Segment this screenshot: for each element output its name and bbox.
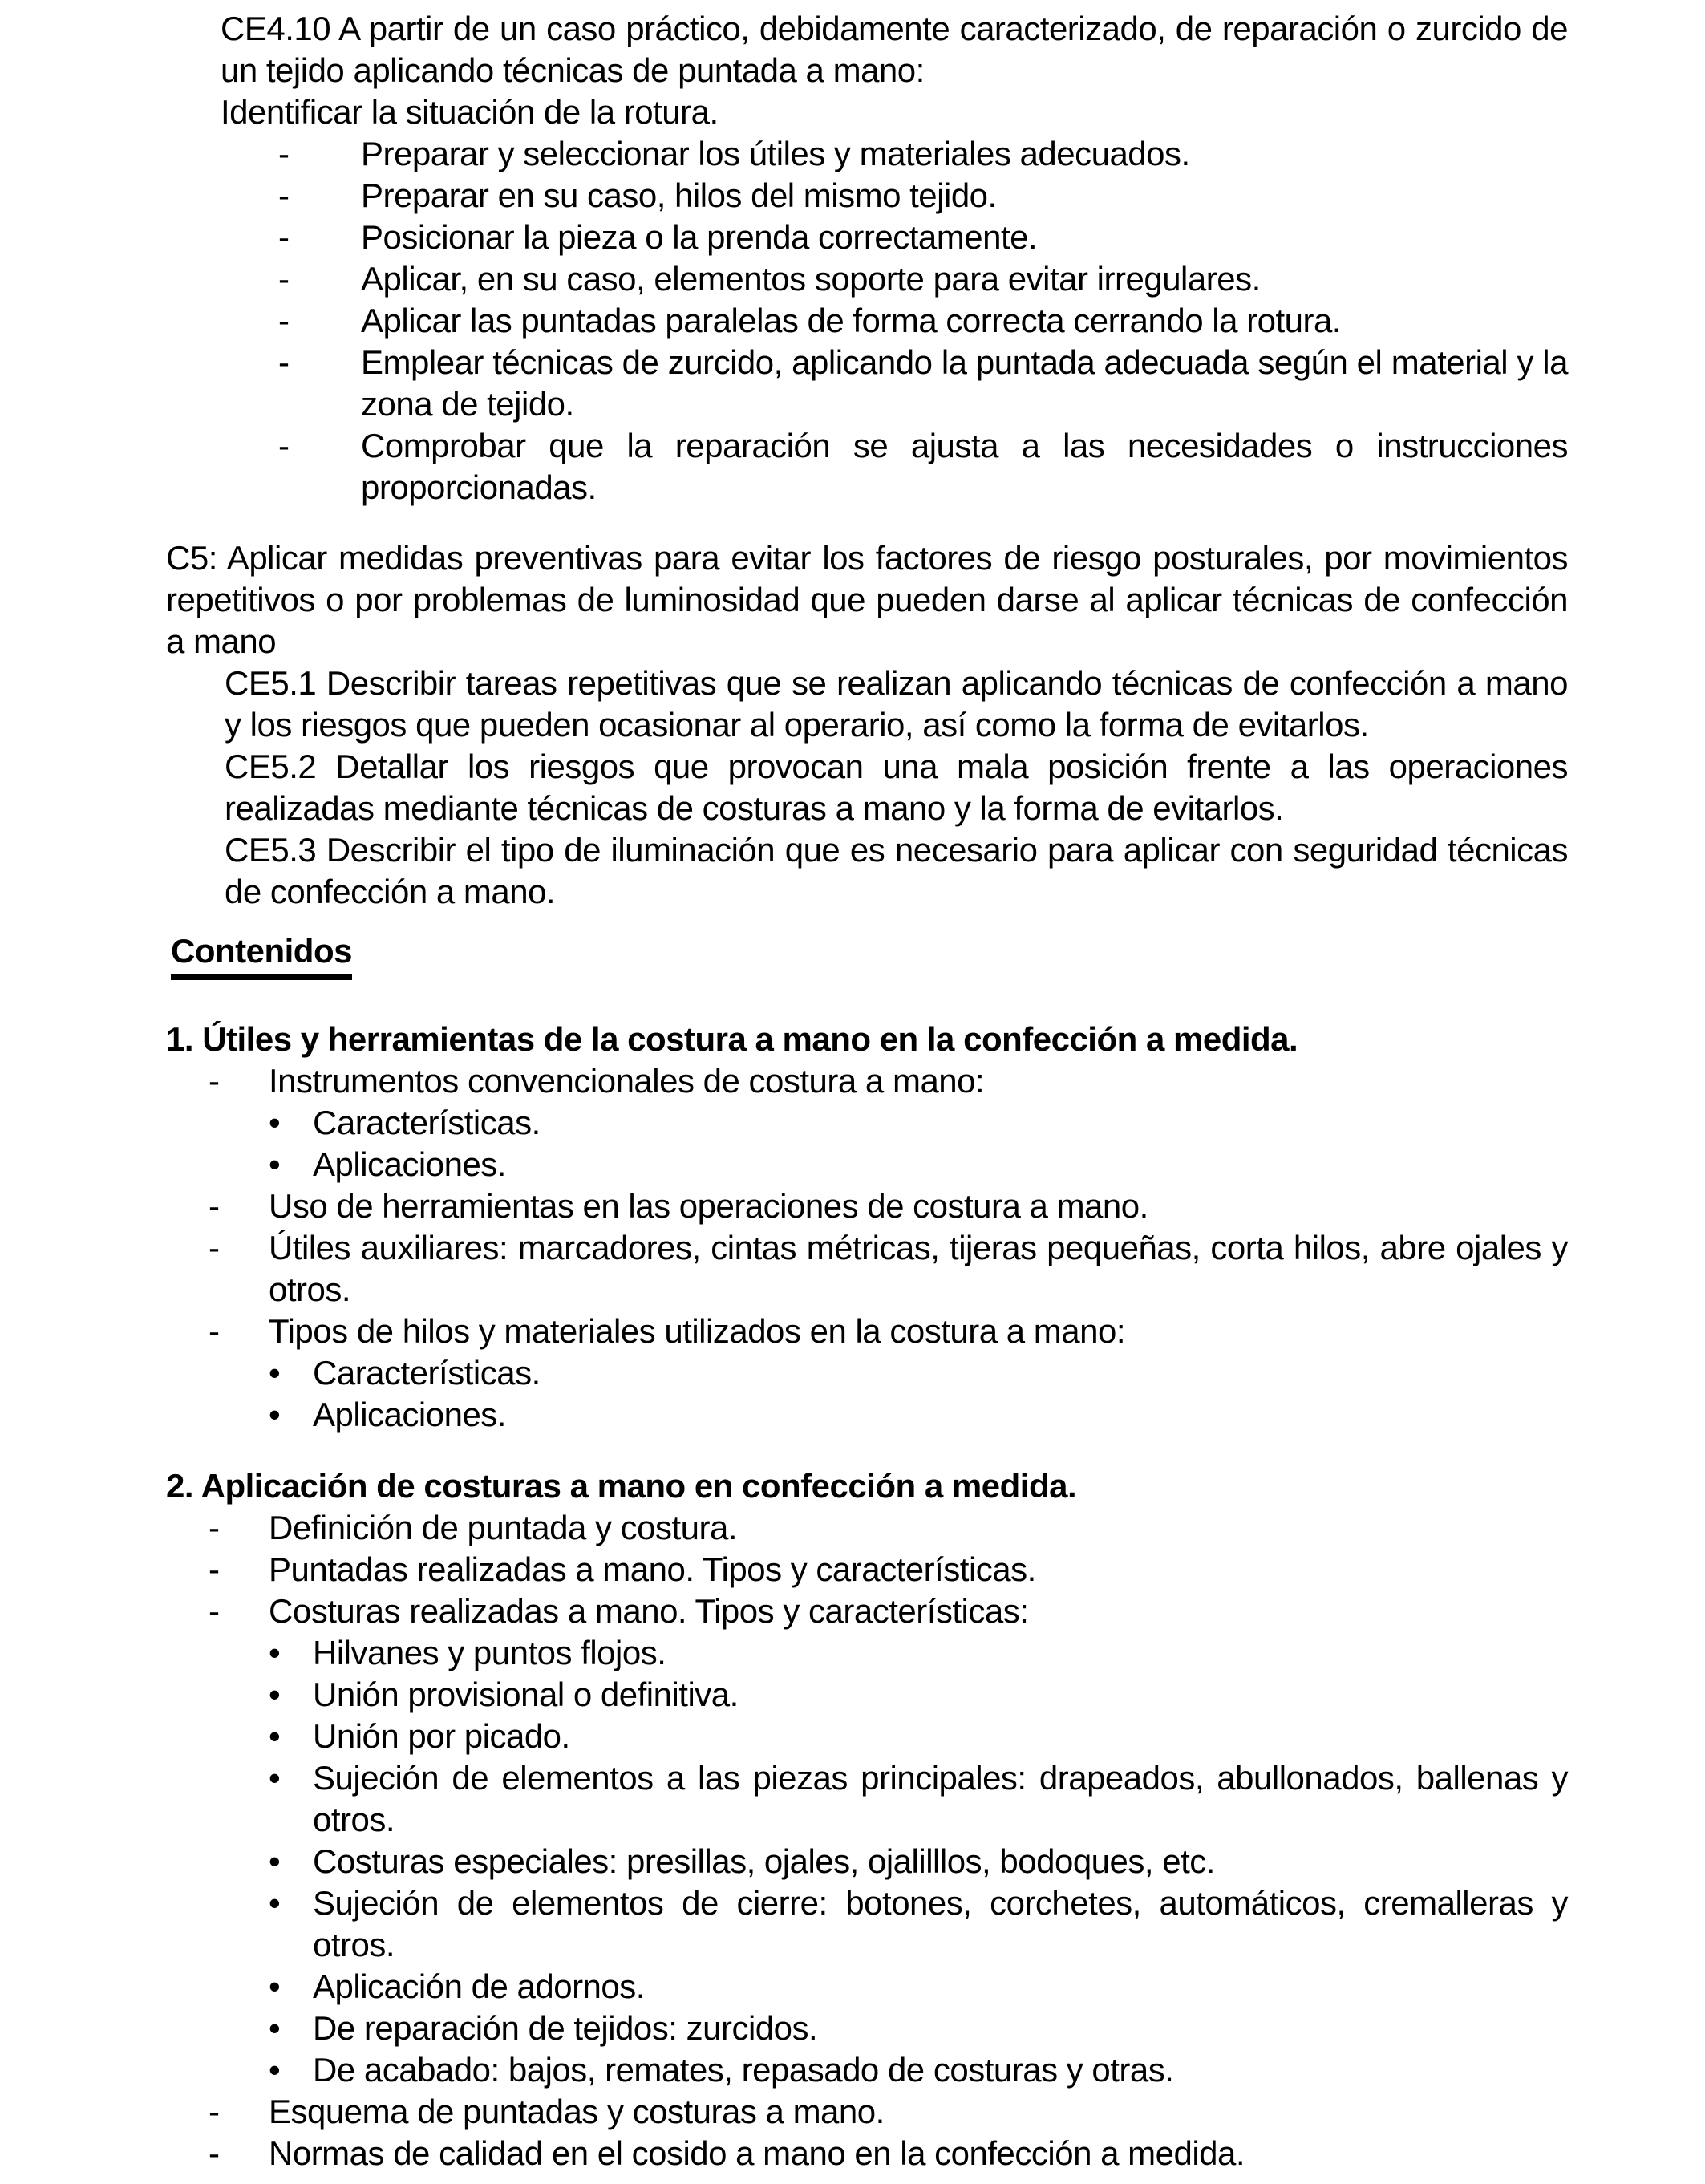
list-item: • Características.: [166, 1102, 1568, 1144]
list-item: • Características.: [166, 1352, 1568, 1394]
list-item: - Posicionar la pieza o la prenda correctamente.: [221, 217, 1568, 258]
ce410-identificar-line: Identificar la situación de la rotura.: [221, 93, 719, 131]
ce5-1-paragraph: CE5.1 Describir tareas repetitivas que se realizan aplicando técnicas de confección a mano y los riesgos que pueden ocasionar al operario, así como la forma de evitarlos.: [225, 664, 1568, 744]
section-2-title: 2. Aplicación de costuras a mano en confección a medida.: [166, 1467, 1077, 1505]
list-item: • Aplicación de adornos.: [166, 1966, 1568, 2008]
ce5-2-paragraph: CE5.2 Detallar los riesgos que provocan una mala posición frente a las operaciones realizadas mediante técnicas de costuras a mano y la forma de evitarlos.: [225, 748, 1568, 827]
list-item: • Unión por picado.: [166, 1716, 1568, 1757]
list-item: • Costuras especiales: presillas, ojales, ojalilllos, bodoques, etc.: [166, 1841, 1568, 1882]
list-item: • Hilvanes y puntos flojos.: [166, 1632, 1568, 1674]
list-item: • Unión provisional o definitiva.: [166, 1674, 1568, 1716]
list-item: - Comprobar que la reparación se ajusta a las necesidades o instrucciones proporcionadas.: [221, 425, 1568, 509]
section-2-list: [166, 1507, 1568, 2174]
list-item: • Aplicaciones.: [166, 1144, 1568, 1185]
list-item: - Puntadas realizadas a mano. Tipos y características.: [166, 1549, 1568, 1590]
list-item: • Aplicaciones.: [166, 1394, 1568, 1436]
list-item: • De acabado: bajos, remates, repasado de costuras y otras.: [166, 2049, 1568, 2091]
ce410-dash-list: [221, 133, 1568, 509]
list-item: - Aplicar las puntadas paralelas de forma correcta cerrando la rotura.: [221, 300, 1568, 342]
contenidos-heading-text: Contenidos: [171, 930, 352, 980]
c5-intro-paragraph: C5: Aplicar medidas preventivas para evitar los factores de riesgo posturales, por movimientos repetitivos o por problemas de luminosidad que pueden darse al aplicar técnicas de confección a mano: [166, 539, 1568, 660]
list-item: • Sujeción de elementos de cierre: botones, corchetes, automáticos, cremalleras y otros.: [166, 1882, 1568, 1966]
ce5-block: [225, 662, 1568, 913]
list-item: - Emplear técnicas de zurcido, aplicando la puntada adecuada según el material y la zona de tejido.: [221, 342, 1568, 425]
section-1-list: [166, 1060, 1568, 1436]
list-item: - Aplicar, en su caso, elementos soporte para evitar irregulares.: [221, 258, 1568, 300]
list-item: - Normas de calidad en el cosido a mano en la confección a medida.: [166, 2133, 1568, 2174]
contenidos-heading: [171, 930, 1568, 980]
list-item: - Esquema de puntadas y costuras a mano.: [166, 2091, 1568, 2133]
list-item: - Preparar en su caso, hilos del mismo tejido.: [221, 175, 1568, 217]
list-item: - Tipos de hilos y materiales utilizados en la costura a mano:: [166, 1311, 1568, 1352]
section-1-title: 1. Útiles y herramientas de la costura a mano en la confección a medida.: [166, 1020, 1298, 1058]
ce410-intro-paragraph: CE4.10 A partir de un caso práctico, debidamente caracterizado, de reparación o zurcido de un tejido aplicando técnicas de puntada a mano:: [221, 10, 1568, 89]
ce410-block: [221, 8, 1568, 509]
ce5-3-paragraph: CE5.3 Describir el tipo de iluminación que es necesario para aplicar con seguridad técnicas de confección a mano.: [225, 831, 1568, 910]
list-item: • Sujeción de elementos a las piezas principales: drapeados, abullonados, ballenas y otros.: [166, 1757, 1568, 1841]
list-item: - Uso de herramientas en las operaciones de costura a mano.: [166, 1185, 1568, 1227]
list-item: • De reparación de tejidos: zurcidos.: [166, 2008, 1568, 2049]
list-item: - Preparar y seleccionar los útiles y materiales adecuados.: [221, 133, 1568, 175]
list-item: - Instrumentos convencionales de costura a mano:: [166, 1060, 1568, 1102]
list-item: - Costuras realizadas a mano. Tipos y características:: [166, 1590, 1568, 1632]
list-item: - Definición de puntada y costura.: [166, 1507, 1568, 1549]
list-item: - Útiles auxiliares: marcadores, cintas métricas, tijeras pequeñas, corta hilos, abre ojales y otros.: [166, 1227, 1568, 1311]
